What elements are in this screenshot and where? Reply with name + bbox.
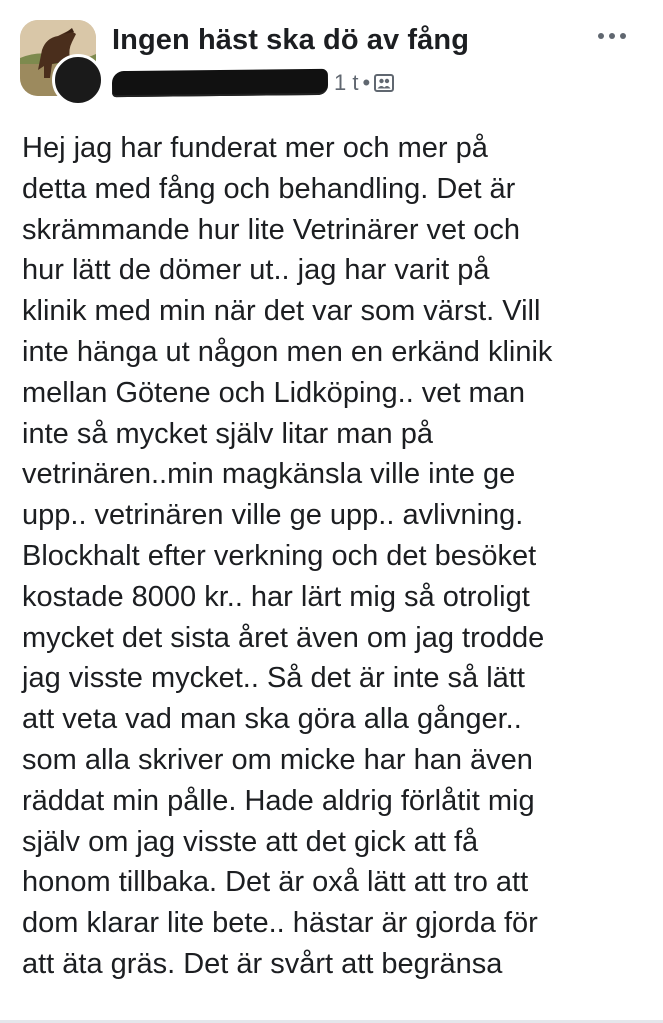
user-avatar[interactable] <box>52 54 104 106</box>
more-options-button[interactable] <box>590 18 634 54</box>
post-meta <box>112 68 394 98</box>
meta-separator: • <box>362 70 371 95</box>
more-dots-icon <box>598 33 604 39</box>
post-body-text: Hej jag har funderat mer och mer på detta med fång och behandling. Det är skrämmande hur lite Vetrinärer vet och hur lätt de dömer ut.. jag har varit på klinik med min när det var som värst. Vill inte hänga ut någon men en erkänd klinik mellan Götene och Lidköping.. vet man inte så mycket själv litar man på vetrinären..min magkänsla ville inte ge upp.. vetrinären ville ge upp.. avlivning. Blockhalt efter verkning och det besöket kostade 8000 kr.. har lärt mig så otroligt mycket det sista året även om jag trodde jag visste mycket.. Så det är inte så lätt att veta vad man ska göra alla gånger.. som alla skriver om micke har han även räddat min pålle. Hade aldrig förlåtit mig själv om jag visste att det gick att få honom tillbaka. Det är oxå lätt att tro att dom klarar lite bete.. hästar är gjorda för att äta gräs. Det är svårt att begränsa <box>22 132 553 980</box>
post-timestamp[interactable]: 1 t <box>334 70 359 95</box>
author-name-redacted[interactable] <box>112 69 328 97</box>
group-name-link[interactable]: Ingen häst ska dö av fång <box>112 24 470 56</box>
avatar-group[interactable] <box>20 20 96 96</box>
group-members-icon <box>374 73 394 93</box>
more-dots-icon <box>609 33 615 39</box>
post-header <box>0 0 663 110</box>
more-dots-icon <box>620 33 626 39</box>
